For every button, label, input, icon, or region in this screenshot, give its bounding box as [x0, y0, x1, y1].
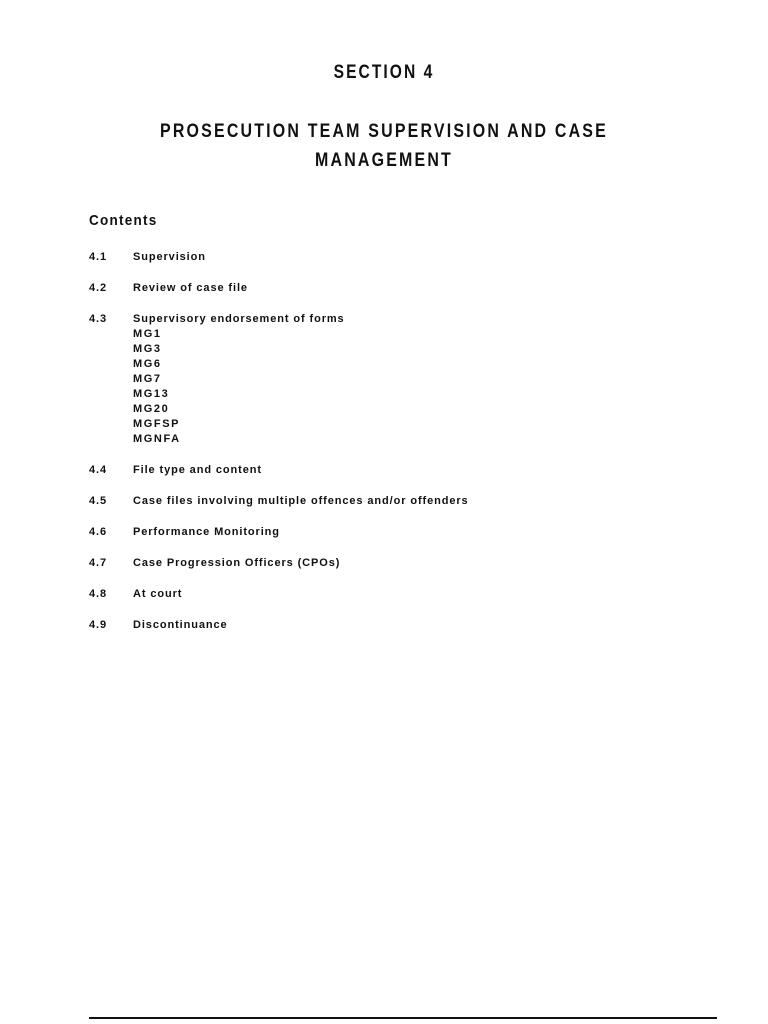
- toc-entry-number: 4.1: [89, 251, 107, 263]
- toc-entry-4-6[interactable]: [89, 525, 709, 540]
- toc-entry-title: Supervision: [133, 251, 206, 263]
- toc-entry-number: 4.5: [89, 495, 107, 507]
- toc-entry-number: 4.8: [89, 588, 107, 600]
- form-item-mgfsp: MGFSP: [133, 418, 181, 430]
- toc-entry-number: 4.6: [89, 526, 107, 538]
- toc-entry-title: Case files involving multiple offences and/or offenders: [133, 495, 469, 507]
- toc-entry-title: Case Progression Officers (CPOs): [133, 557, 341, 569]
- toc-entry-title: Performance Monitoring: [133, 526, 280, 538]
- toc-entry-4-5[interactable]: [89, 494, 709, 509]
- form-item-mgnfa: MGNFA: [133, 433, 181, 445]
- form-item-mg1: MG1: [133, 328, 162, 340]
- toc-entry-4-2[interactable]: [89, 281, 709, 296]
- contents-heading: Contents: [89, 212, 158, 229]
- form-item-mg6: MG6: [133, 358, 162, 370]
- section-label: SECTION 4: [333, 62, 435, 83]
- form-item-mg3: MG3: [133, 343, 162, 355]
- toc-entry-4-9[interactable]: [89, 618, 709, 633]
- toc-entry-title: Discontinuance: [133, 619, 228, 631]
- toc-entry-title: At court: [133, 588, 183, 600]
- section-title: PROSECUTION TEAM SUPERVISION AND CASE MANAGEMENT: [160, 121, 608, 171]
- toc-entry-number: 4.3: [89, 313, 107, 325]
- footer-divider: [89, 1017, 717, 1019]
- toc-entry-number: 4.2: [89, 282, 107, 294]
- toc-entry-4-8[interactable]: [89, 587, 709, 602]
- toc-entry-number: 4.9: [89, 619, 107, 631]
- table-of-contents: [89, 250, 709, 649]
- toc-entry-title: Review of case file: [133, 282, 248, 294]
- toc-entry-number: 4.4: [89, 464, 107, 476]
- form-item-mg13: MG13: [133, 388, 170, 400]
- toc-entry-4-4[interactable]: [89, 463, 709, 478]
- toc-entry-title: Supervisory endorsement of forms: [133, 313, 345, 325]
- toc-entry-4-1[interactable]: [89, 250, 709, 265]
- toc-entry-number: 4.7: [89, 557, 107, 569]
- form-item-mg7: MG7: [133, 373, 162, 385]
- toc-entry-title: File type and content: [133, 464, 262, 476]
- toc-entry-4-3[interactable]: [89, 312, 709, 447]
- form-item-mg20: MG20: [133, 403, 170, 415]
- toc-entry-4-7[interactable]: [89, 556, 709, 571]
